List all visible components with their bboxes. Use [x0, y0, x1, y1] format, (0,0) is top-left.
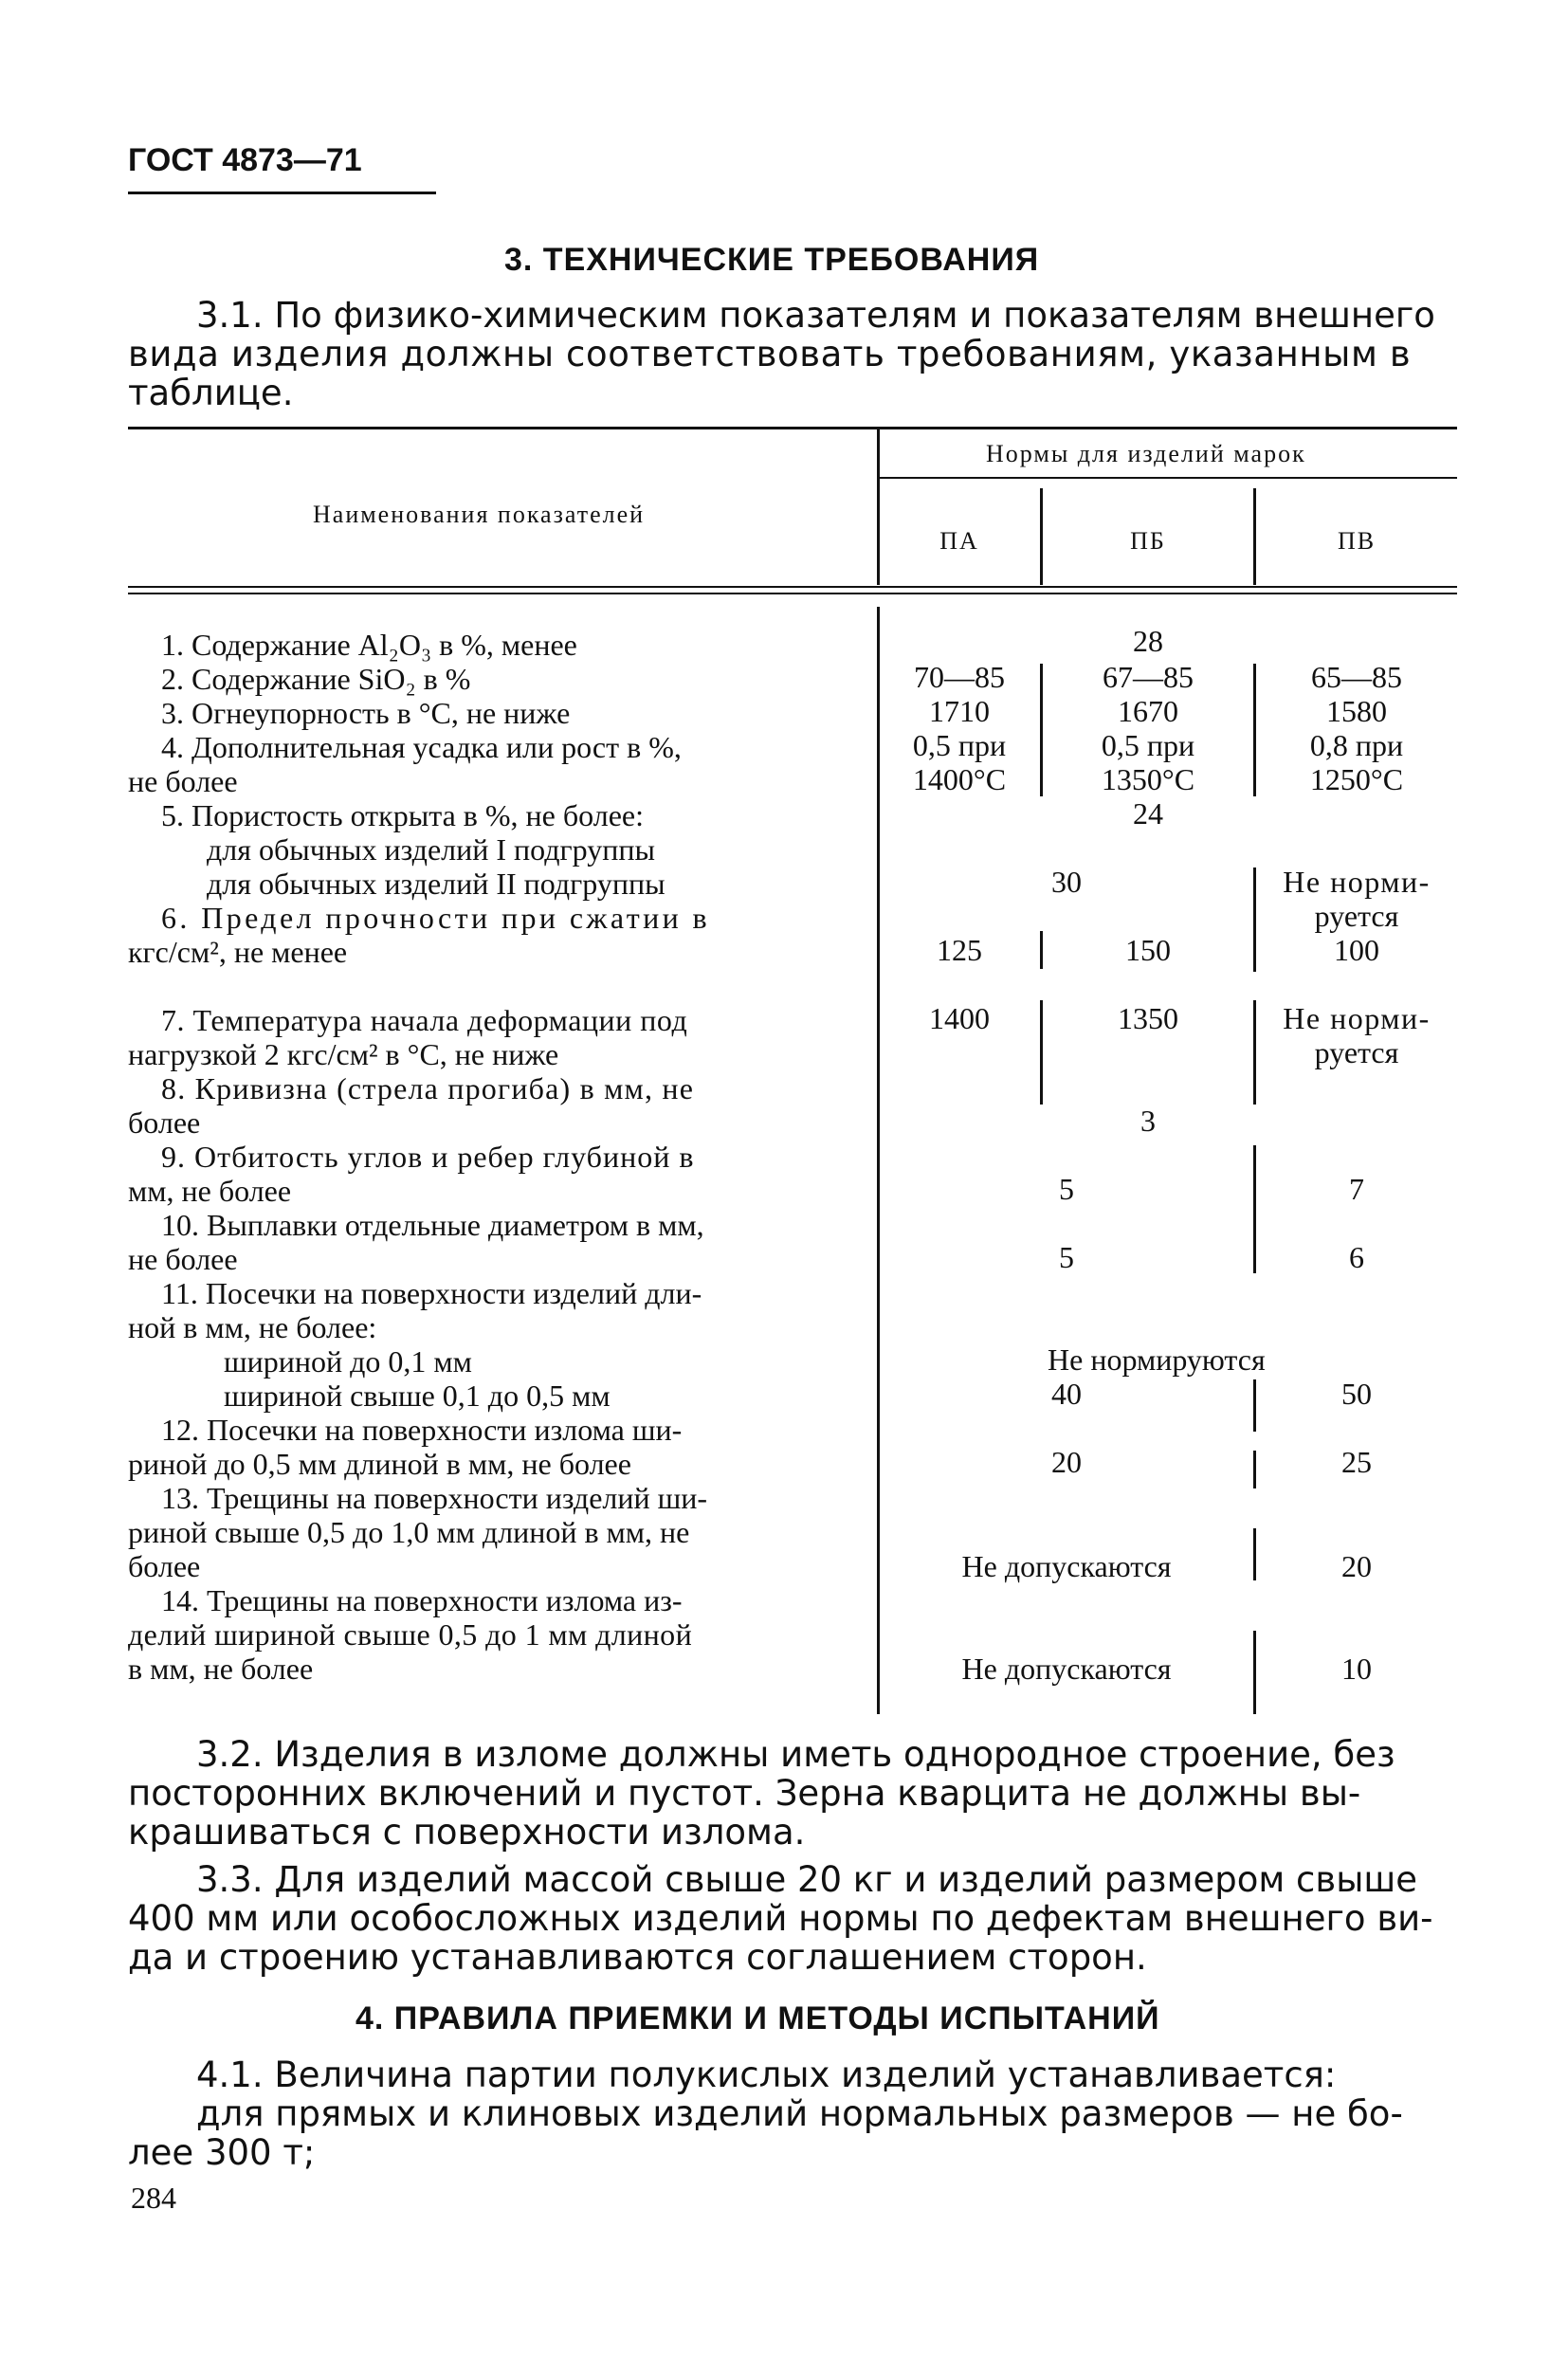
row-8-label: 8. Кривизна (стрела прогиба) в мм, не: [161, 1071, 695, 1105]
page-number: 284: [131, 2181, 176, 2215]
row-12-label: 12. Посечки на поверхности излома ши-: [161, 1413, 683, 1447]
value-r2-pb: 67—85: [1103, 660, 1194, 694]
paragraph-line: да и строению устанавливаются соглашением сторон.: [128, 1937, 1147, 1978]
row-11-sub-2: шириной свыше 0,1 до 0,5 мм: [224, 1379, 611, 1413]
paragraph-line: 3.1. По физико-химическим показателям и показателям внешнего: [196, 295, 1435, 336]
header-bottom-rule-1: [128, 586, 1457, 588]
norms-header-rule: [877, 477, 1457, 479]
paragraph-line: лее 300 т;: [128, 2132, 316, 2173]
row-9-label-cont: мм, не более: [128, 1174, 292, 1208]
value-r11-sub2-pv: 50: [1341, 1377, 1372, 1411]
value-r7-pb: 1350: [1118, 1001, 1178, 1035]
paragraph-line: 3.3. Для изделий массой свыше 20 кг и изделий размером свыше: [196, 1859, 1418, 1900]
value-r12-pv: 25: [1341, 1445, 1372, 1479]
header-rule: [128, 192, 436, 194]
value-r12-pa-pb: 20: [1051, 1445, 1082, 1479]
document-code: ГОСТ 4873—71: [128, 142, 362, 178]
value-r4-pa-temp: 1400°С: [912, 762, 1007, 796]
value-r2-pv: 65—85: [1311, 660, 1402, 694]
value-r13-pv: 20: [1341, 1549, 1372, 1583]
value-r4-pv: 0,8 при: [1309, 728, 1404, 762]
col-name-header: Наименования показателей: [313, 501, 646, 528]
row-5-label: 5. Пористость открыта в %, не более:: [161, 798, 644, 832]
paragraph-line: для прямых и клиновых изделий нормальных размеров — не бо-: [196, 2093, 1403, 2134]
row-4-label: 4. Дополнительная усадка или рост в %,: [161, 730, 682, 764]
row-1-label: 1. Содержание Al₂O₃ в %, менее: [161, 628, 577, 662]
value-r5-pv-cont: руется: [1314, 899, 1399, 933]
row-10-label-cont: не более: [128, 1242, 238, 1276]
row-8-label-cont: более: [128, 1105, 201, 1140]
section-4-title: 4. ПРАВИЛА ПРИЕМКИ И МЕТОДЫ ИСПЫТАНИЙ: [356, 2000, 1160, 2036]
mark-pb: ПБ: [1130, 527, 1166, 555]
value-r14-pa-pb: Не допускаются: [961, 1652, 1172, 1686]
value-r10-pv: 6: [1349, 1240, 1364, 1274]
value-r5-pv: Не норми-: [1283, 865, 1431, 899]
value-r9-pa-pb: 5: [1059, 1172, 1074, 1206]
row-13-label: 13. Трещины на поверхности изделий ши-: [161, 1481, 708, 1515]
value-r14-pv: 10: [1341, 1652, 1372, 1686]
value-r11-sub2-pa-pb: 40: [1051, 1377, 1082, 1411]
row-11-label: 11. Посечки на поверхности изделий дли-: [161, 1276, 702, 1310]
paragraph-line: крашиваться с поверхности излома.: [128, 1812, 806, 1853]
row-2-label: 2. Содержание SiO₂ в %: [161, 662, 471, 696]
paragraph-3-3: [128, 1860, 1455, 1977]
value-r13-pa-pb: Не допускаются: [961, 1549, 1172, 1583]
paragraph-4-1: [128, 2055, 1455, 2172]
value-r10-pa-pb: 5: [1059, 1240, 1074, 1274]
value-r1: 28: [1133, 624, 1163, 658]
paragraph-line: вида изделия должны соответствовать требованиям, указанным в: [128, 334, 1412, 374]
value-r6-pv: 100: [1334, 933, 1379, 967]
header-bottom-rule-2: [128, 593, 1457, 594]
row-5-sub-1: для обычных изделий I подгруппы: [207, 832, 655, 867]
paragraph-3-1: [128, 296, 1455, 412]
value-r3-pa: 1710: [929, 694, 990, 728]
value-r4-pa: 0,5 при: [912, 728, 1007, 762]
paragraph-line: 4.1. Величина партии полукислых изделий устанавливается:: [196, 2054, 1337, 2095]
row-9-label: 9. Отбитость углов и ребер глубиной в: [161, 1140, 695, 1174]
value-r6-pb: 150: [1125, 933, 1171, 967]
paragraph-3-2: [128, 1735, 1455, 1852]
row-4-label-cont: не более: [128, 764, 238, 798]
row-14-label-cont: делий шириной свыше 0,5 до 1 мм длиной: [128, 1617, 693, 1652]
value-r3-pb: 1670: [1118, 694, 1178, 728]
mark-pa: ПА: [939, 527, 979, 555]
row-13-label-cont: риной свыше 0,5 до 1,0 мм длиной в мм, не: [128, 1515, 690, 1549]
value-r8: 3: [1140, 1104, 1156, 1138]
norms-header: Нормы для изделий марок: [986, 440, 1306, 467]
value-r4-pv-temp: 1250°С: [1309, 762, 1404, 796]
mark-pv: ПВ: [1337, 527, 1377, 555]
value-r5-sub1: 24: [1133, 796, 1163, 831]
section-3-title: 3. ТЕХНИЧЕСКИЕ ТРЕБОВАНИЯ: [504, 242, 1040, 278]
row-10-label: 10. Выплавки отдельные диаметром в мм,: [161, 1208, 704, 1242]
paragraph-line: посторонних включений и пустот. Зерна кварцита не должны вы-: [128, 1773, 1361, 1814]
row-5-sub-2: для обычных изделий II подгруппы: [207, 867, 665, 901]
paragraph-line: 3.2. Изделия в изломе должны иметь однородное строение, без: [196, 1734, 1395, 1775]
row-6-label-cont: кгс/см², не менее: [128, 935, 348, 969]
row-11-sub-1: шириной до 0,1 мм: [224, 1344, 472, 1379]
row-11-label-cont: ной в мм, не более:: [128, 1310, 377, 1344]
value-r2-pa: 70—85: [914, 660, 1005, 694]
row-14-label-cont: в мм, не более: [128, 1652, 314, 1686]
row-3-label: 3. Огнеупорность в °С, не ниже: [161, 696, 571, 730]
paragraph-line: таблице.: [128, 373, 294, 413]
value-r6-pa: 125: [937, 933, 982, 967]
value-r7-pa: 1400: [929, 1001, 990, 1035]
value-r7-pv: Не норми-: [1283, 1001, 1431, 1035]
row-7-label-cont: нагрузкой 2 кгс/см² в °С, не ниже: [128, 1037, 559, 1071]
value-r7-pv-cont: руется: [1314, 1035, 1399, 1069]
value-r4-pb-temp: 1350°С: [1101, 762, 1195, 796]
paragraph-line: 400 мм или особосложных изделий нормы по дефектам внешнего ви-: [128, 1898, 1433, 1939]
value-r9-pv: 7: [1349, 1172, 1364, 1206]
value-r11-sub1: Не нормируются: [1048, 1342, 1266, 1377]
value-r5-sub2: 30: [1051, 865, 1082, 899]
value-r3-pv: 1580: [1326, 694, 1387, 728]
row-12-label-cont: риной до 0,5 мм длиной в мм, не более: [128, 1447, 631, 1481]
table-top-rule: [128, 427, 1457, 429]
row-6-label: 6. Предел прочности при сжатии в: [161, 901, 711, 935]
row-13-label-cont: более: [128, 1549, 201, 1583]
header-divider-main: [877, 429, 880, 585]
value-r4-pb: 0,5 при: [1101, 728, 1195, 762]
row-14-label: 14. Трещины на поверхности излома из-: [161, 1583, 683, 1617]
row-7-label: 7. Температура начала деформации под: [161, 1003, 688, 1037]
